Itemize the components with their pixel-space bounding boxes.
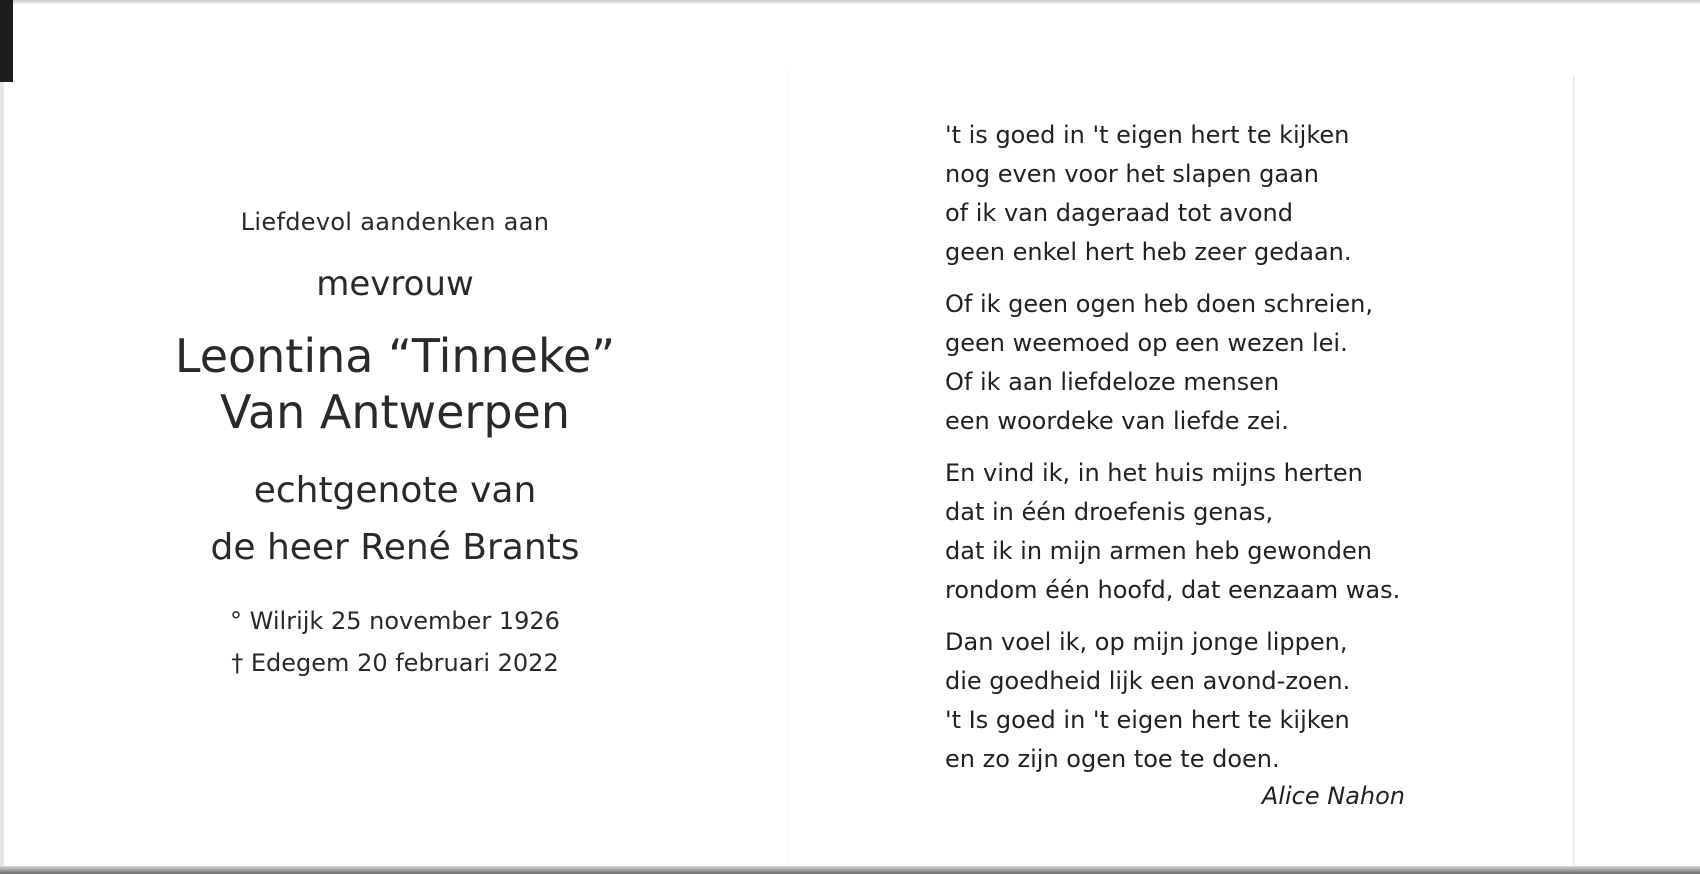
poem-stanza bbox=[945, 285, 1525, 441]
poem-stanza bbox=[945, 454, 1525, 610]
card-right-edge bbox=[1573, 76, 1575, 866]
poem-line: En vind ik, in het huis mijns herten bbox=[945, 459, 1363, 487]
spouse-line-1: echtgenote van bbox=[253, 470, 537, 511]
poem-line: Of ik aan liefdeloze mensen bbox=[945, 368, 1280, 396]
name-line-1: Leontina “Tinneke” bbox=[174, 329, 616, 383]
title-word: mevrouw bbox=[316, 264, 474, 304]
poem-line: dat in één droefenis genas, bbox=[945, 498, 1274, 526]
deceased-name bbox=[60, 328, 730, 440]
scan-left-edge bbox=[0, 82, 4, 874]
poem bbox=[945, 116, 1525, 792]
poem-line: dat ik in mijn armen heb gewonden bbox=[945, 537, 1372, 565]
poem-line: Dan voel ik, op mijn jonge lippen, bbox=[945, 628, 1348, 656]
spouse-line-2: de heer René Brants bbox=[210, 527, 580, 568]
poem-stanza bbox=[945, 623, 1525, 779]
scan-left-shadow bbox=[0, 0, 13, 82]
death-line: † Edegem 20 februari 2022 bbox=[231, 649, 559, 677]
scan-top-edge bbox=[0, 0, 1700, 4]
poem-line: of ik van dageraad tot avond bbox=[945, 199, 1293, 227]
poem-author: Alice Nahon bbox=[1261, 782, 1405, 810]
poem-line: geen enkel hert heb zeer gedaan. bbox=[945, 238, 1352, 266]
name-line-2: Van Antwerpen bbox=[219, 385, 570, 439]
scan-bottom-edge bbox=[0, 866, 1700, 874]
poem-line: 't is goed in 't eigen hert te kijken bbox=[945, 121, 1350, 149]
poem-line: Of ik geen ogen heb doen schreien, bbox=[945, 290, 1373, 318]
poem-line: nog even voor het slapen gaan bbox=[945, 160, 1319, 188]
poem-line: 't Is goed in 't eigen hert te kijken bbox=[945, 706, 1350, 734]
birth-line: ° Wilrijk 25 november 1926 bbox=[230, 607, 560, 635]
card-fold-line bbox=[787, 70, 788, 866]
poem-line: rondom één hoofd, dat eenzaam was. bbox=[945, 576, 1401, 604]
spouse-info bbox=[60, 462, 730, 576]
poem-line: die goedheid lijk een avond-zoen. bbox=[945, 667, 1351, 695]
poem-stanza bbox=[945, 116, 1525, 272]
memorial-left-panel bbox=[60, 190, 730, 684]
poem-line: een woordeke van liefde zei. bbox=[945, 407, 1289, 435]
poem-line: geen weemoed op een wezen lei. bbox=[945, 329, 1348, 357]
life-dates bbox=[60, 600, 730, 684]
poem-line: en zo zijn ogen toe te doen. bbox=[945, 745, 1280, 773]
intro-text: Liefdevol aandenken aan bbox=[240, 208, 550, 236]
